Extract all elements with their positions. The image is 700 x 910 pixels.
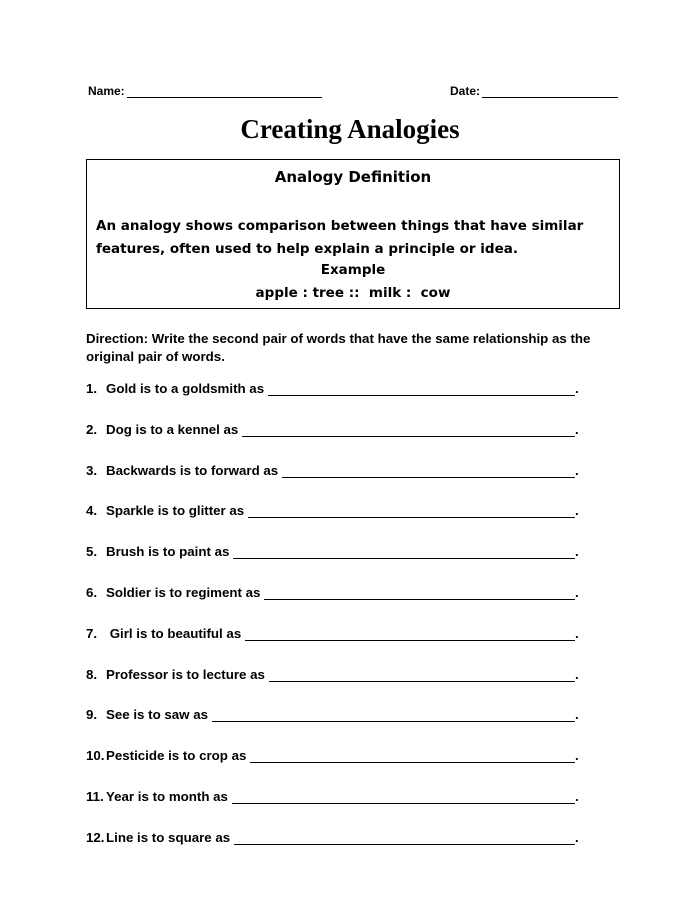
name-blank-line[interactable] <box>127 84 322 98</box>
question-text: Brush is to paint as <box>106 544 230 560</box>
question-number: 10. <box>86 748 105 764</box>
question-row <box>86 743 579 763</box>
example-text: apple : tree :: milk : cow <box>255 285 451 301</box>
question-text: Backwards is to forward as <box>106 462 279 478</box>
question-period: . <box>575 585 579 600</box>
question-period: . <box>575 707 579 723</box>
question-row <box>86 539 579 559</box>
direction-text: Direction: Write the second pair of words that have the same relationship as the original pair of words. <box>86 331 591 364</box>
answer-blank-line[interactable] <box>268 381 575 396</box>
answer-blank-line[interactable] <box>282 463 575 478</box>
answer-blank-line[interactable] <box>212 707 575 722</box>
question-row <box>86 376 579 396</box>
answer-blank-line[interactable] <box>269 667 575 682</box>
name-field-group <box>88 84 322 98</box>
date-blank-line[interactable] <box>482 84 618 98</box>
question-text: Sparkle is to glitter as <box>106 503 245 519</box>
question-row <box>86 621 579 641</box>
question-text: Line is to square as <box>106 829 231 845</box>
question-number: 9. <box>86 707 98 723</box>
question-number: 5. <box>86 544 98 560</box>
question-period: . <box>575 462 579 478</box>
question-row <box>86 580 579 600</box>
question-row <box>86 498 579 518</box>
question-text: Dog is to a kennel as <box>106 421 239 437</box>
answer-blank-line[interactable] <box>232 789 575 804</box>
question-text: Year is to month as <box>106 789 228 804</box>
answer-blank-line[interactable] <box>242 422 575 437</box>
question-number: 1. <box>86 381 98 396</box>
question-period: . <box>575 666 579 682</box>
question-period: . <box>575 503 579 519</box>
question-period: . <box>575 544 579 560</box>
answer-blank-line[interactable] <box>233 544 575 559</box>
question-row <box>86 702 579 722</box>
question-period: . <box>575 748 579 764</box>
question-period: . <box>575 829 579 845</box>
question-number: 2. <box>86 421 98 437</box>
question-row <box>86 825 579 845</box>
header-row <box>88 84 623 104</box>
question-text: Soldier is to regiment as <box>106 585 261 600</box>
question-text: Professor is to lecture as <box>106 666 265 682</box>
question-text: Gold is to a goldsmith as <box>106 381 265 396</box>
question-row <box>86 417 579 437</box>
question-number: 11. <box>86 789 104 804</box>
definition-box <box>86 159 620 309</box>
date-field-group <box>450 84 618 98</box>
answer-blank-line[interactable] <box>264 585 575 600</box>
date-label: Date: <box>450 84 481 98</box>
question-row <box>86 458 579 478</box>
definition-heading: Analogy Definition <box>274 168 432 186</box>
answer-blank-line[interactable] <box>248 503 575 518</box>
answer-blank-line[interactable] <box>245 626 575 641</box>
question-number: 12. <box>86 829 105 845</box>
question-row <box>86 662 579 682</box>
question-number: 3. <box>86 462 98 478</box>
example-label: Example <box>320 262 386 278</box>
question-row <box>86 784 579 804</box>
question-period: . <box>575 789 579 804</box>
question-text: Girl is to beautiful as <box>106 625 242 641</box>
answer-blank-line[interactable] <box>234 830 575 845</box>
question-text: See is to saw as <box>106 707 208 723</box>
question-number: 4. <box>86 503 98 519</box>
question-period: . <box>575 421 579 437</box>
answer-blank-line[interactable] <box>250 748 575 763</box>
definition-text: An analogy shows comparison between things that have similar features, often used to help explain a principle or idea. <box>96 218 584 257</box>
question-text: Pesticide is to crop as <box>106 748 247 764</box>
question-number: 7. <box>86 625 98 641</box>
question-period: . <box>575 625 579 641</box>
question-number: 6. <box>86 585 98 600</box>
question-number: 8. <box>86 666 98 682</box>
name-label: Name: <box>88 84 125 98</box>
question-period: . <box>575 381 579 396</box>
page-title: Creating Analogies <box>240 114 460 144</box>
